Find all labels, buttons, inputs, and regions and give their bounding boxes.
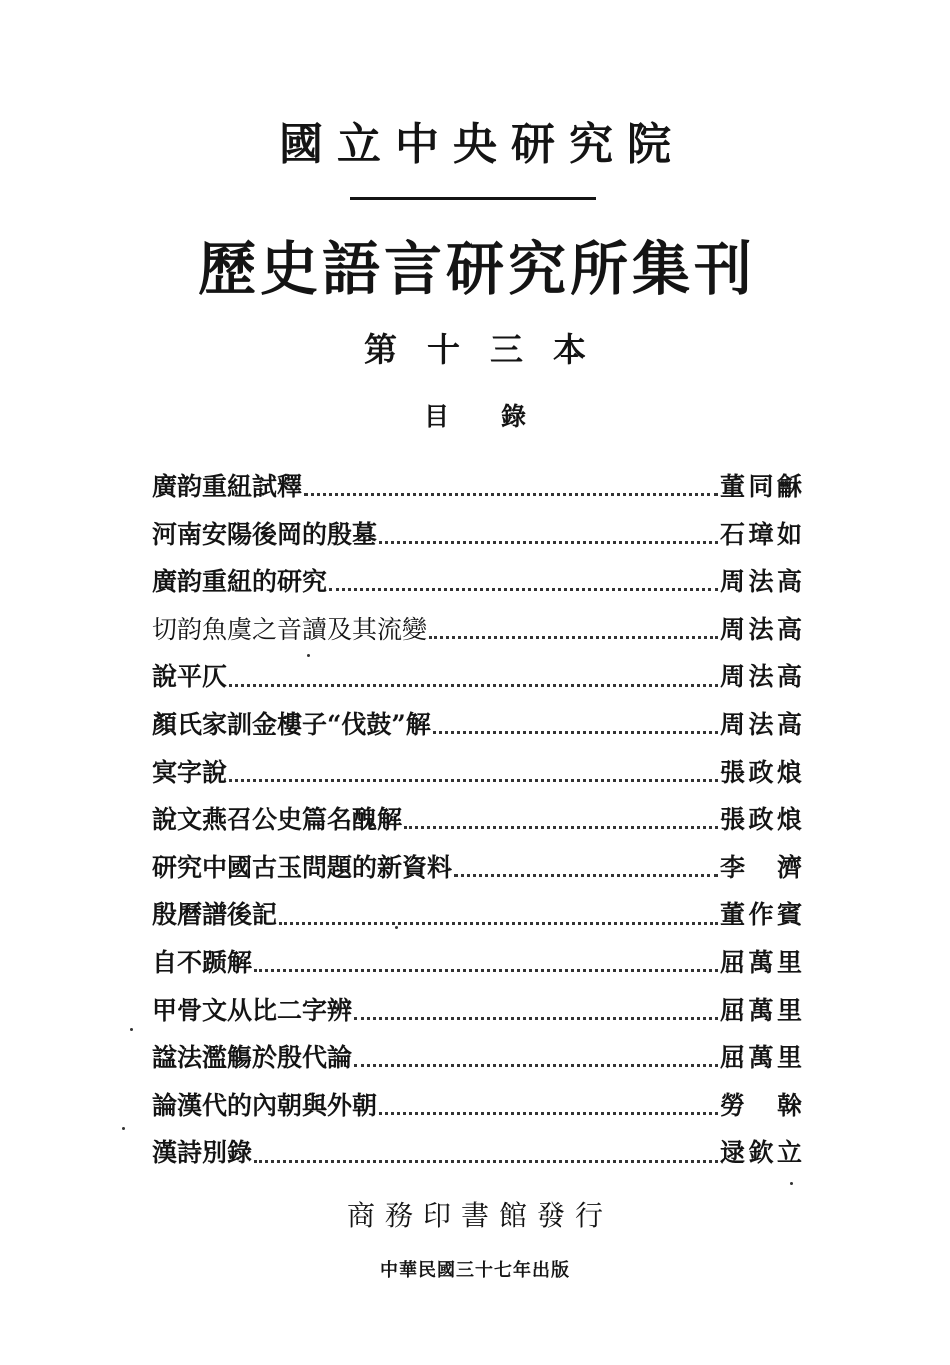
toc-leader-dots [329,588,718,591]
toc-entry [152,753,802,801]
toc-leader-dots [254,1160,718,1163]
scan-speck [395,926,398,929]
toc-entry [152,800,802,848]
title-rule [350,197,596,200]
toc-entry-author: 屈萬里 [720,947,802,977]
publication-date: 中華民國三十七年出版 [380,1260,570,1281]
toc-entry [152,943,802,991]
toc-entry-author: 董作賓 [720,900,802,930]
toc-entry-title: 漢詩別錄 [152,1138,253,1168]
toc-leader-dots [354,1064,718,1067]
toc-leader-dots [454,874,718,877]
toc-entry-author: 董同龢 [720,472,802,501]
publisher-line: 商務印書館發行 [346,1199,613,1232]
toc-entry-author: 勞 榦 [720,1090,802,1120]
scan-speck [307,654,310,657]
toc-entry-author: 周法高 [720,709,802,739]
toc-entry [152,1086,802,1134]
toc-entry-author: 石璋如 [720,519,802,549]
toc-entry [152,991,802,1039]
toc-entry-title: 自不踬解 [152,947,253,977]
toc-entry [152,1133,802,1181]
toc-entry-author: 張政烺 [720,757,802,787]
scan-speck [130,1028,133,1031]
toc-leader-dots [433,731,718,734]
toc-entry-title: 顏氏家訓金樓子“伐鼓”解 [152,709,431,739]
toc-entry [152,705,802,753]
toc-leader-dots [279,922,718,925]
toc-leader-dots [229,779,718,782]
toc-entry-title: 說文燕召公史篇名醜解 [152,805,403,835]
toc-entry-title: 㝠字說 [152,757,228,787]
toc-entry [152,610,802,658]
toc-leader-dots [354,1017,718,1020]
toc-entry [152,657,802,705]
toc-leader-dots [304,493,718,496]
toc-entry [152,467,802,515]
institution-name: 國立中央研究院 [279,119,685,170]
toc-entry [152,895,802,943]
contents-heading: 目錄 [423,402,578,431]
toc-entry-title: 論漢代的內朝與外朝 [152,1090,378,1120]
toc-entry [152,1038,802,1086]
scan-speck [122,1127,125,1130]
toc-leader-dots [229,684,718,687]
toc-leader-dots [254,969,718,972]
toc-leader-dots [429,636,718,639]
toc-leader-dots [404,826,718,829]
toc-leader-dots [379,1112,718,1115]
toc-entry [152,848,802,896]
toc-entry-author: 屈萬里 [720,1043,802,1073]
toc-entry-title: 河南安陽後岡的殷墓 [152,519,378,549]
toc-entry-author: 張政烺 [720,805,802,835]
toc-entry [152,562,802,610]
toc-leader-dots [379,541,718,544]
volume-number: 第十三本 [364,330,616,369]
scan-speck [790,1182,793,1185]
toc-entry-author: 逯欽立 [720,1138,802,1168]
toc-entry-author: 周法高 [720,614,802,644]
toc-entry-author: 周法高 [720,567,802,597]
toc-entry-title: 廣韵重紐的研究 [152,567,328,597]
toc-entry [152,515,802,563]
toc-entry-title: 殷曆譜後記 [152,900,278,930]
table-of-contents [152,467,802,1181]
toc-entry-title: 諡法濫觴於殷代論 [152,1043,353,1073]
toc-entry-title: 甲骨文从比二字辨 [152,995,353,1025]
toc-entry-author: 周法高 [720,662,802,692]
journal-title: 歷史語言研究所集刊 [197,235,756,303]
toc-entry-title: 研究中國古玉問題的新資料 [152,852,453,882]
toc-entry-title: 廣韵重紐試釋 [152,472,303,501]
toc-entry-author: 李 濟 [720,852,802,882]
toc-entry-author: 屈萬里 [720,995,802,1025]
toc-entry-title: 說平仄 [152,662,228,692]
toc-entry-title: 切韵魚虞之音讀及其流變 [152,614,428,644]
